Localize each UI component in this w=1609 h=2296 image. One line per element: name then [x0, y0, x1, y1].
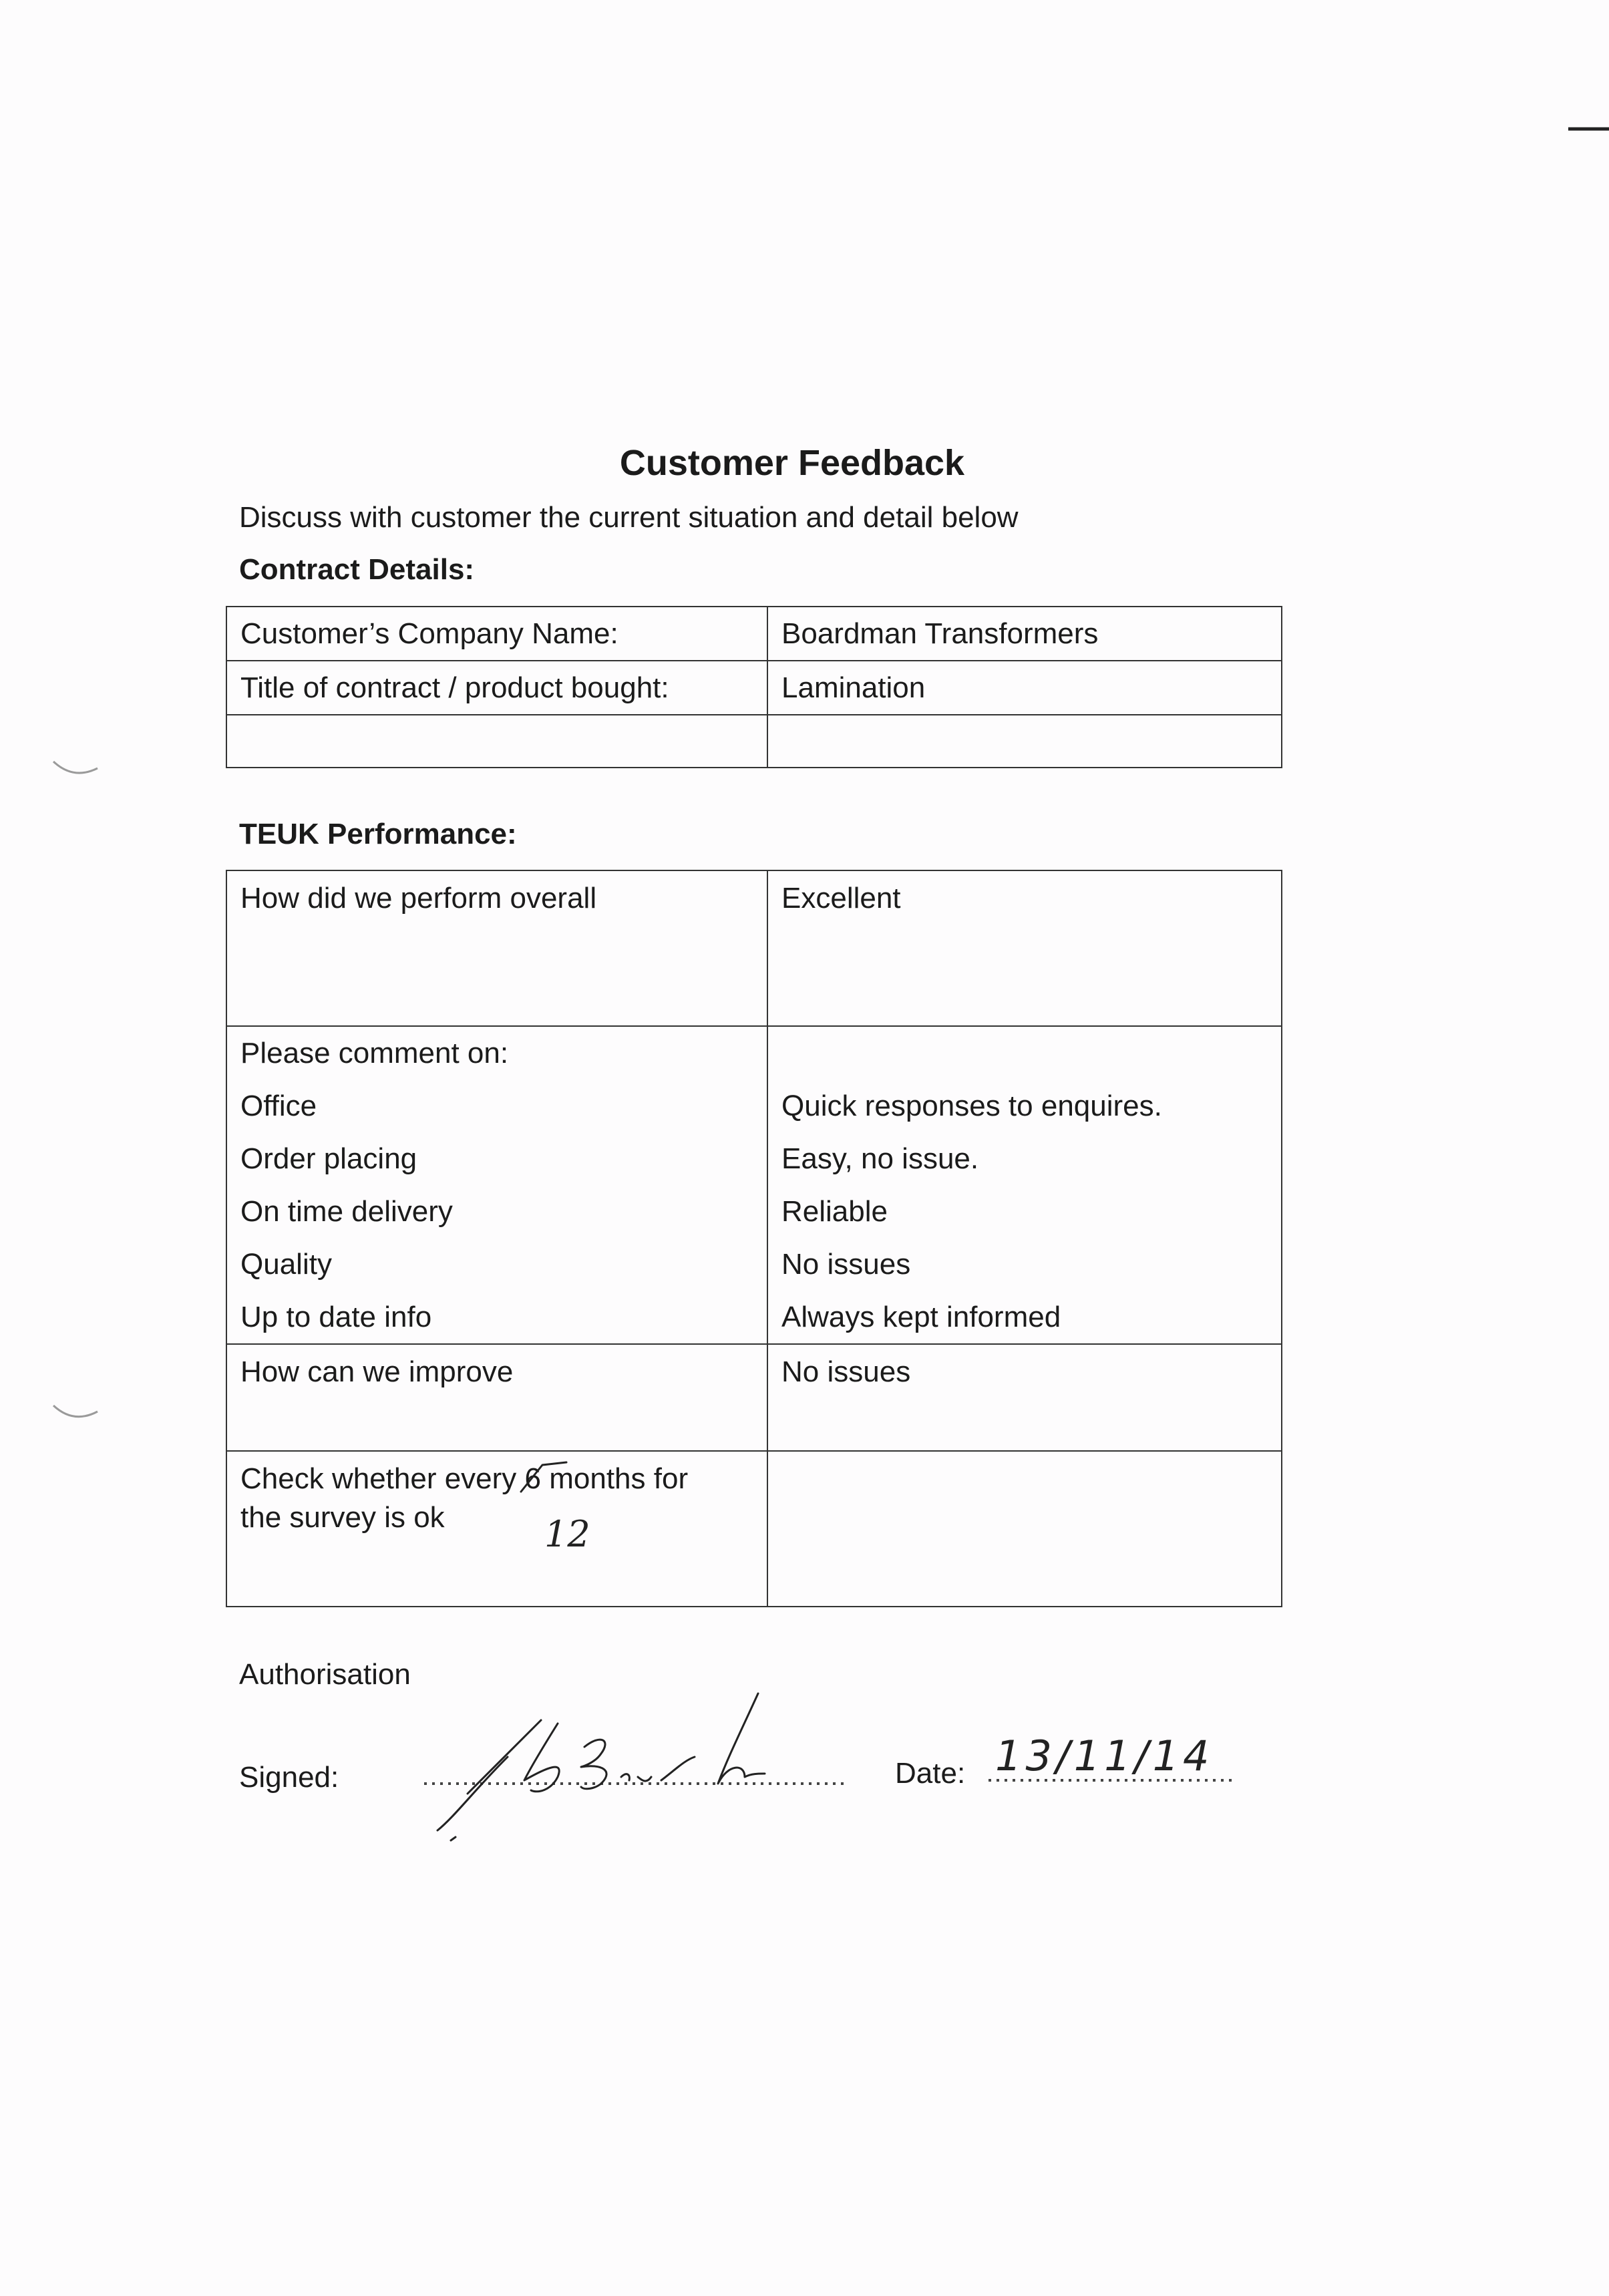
- table-row: [226, 661, 1282, 715]
- page-title: Customer Feedback: [619, 443, 965, 483]
- teuk-performance-heading: TEUK Performance:: [239, 818, 517, 850]
- survey-label-part1: Check whether every: [240, 1462, 525, 1495]
- overall-label: How did we perform overall: [226, 870, 767, 1026]
- table-row: [226, 870, 1282, 1026]
- survey-label: [226, 1451, 767, 1607]
- comment-value-quality: No issues: [781, 1248, 911, 1281]
- comment-spacer: [781, 1027, 1268, 1080]
- contract-details-heading: Contract Details:: [239, 553, 475, 586]
- comment-heading: Please comment on:: [240, 1037, 509, 1070]
- comment-value-info: Always kept informed: [781, 1301, 1061, 1333]
- comment-label-order-placing: Order placing: [240, 1142, 417, 1175]
- survey-label-part2: months for: [541, 1462, 689, 1495]
- comment-value-office: Quick responses to enquires.: [781, 1090, 1162, 1122]
- struck-number: 6: [524, 1462, 542, 1495]
- contract-title-value: Lamination: [767, 661, 1282, 715]
- comment-value-delivery: Reliable: [781, 1195, 888, 1228]
- table-row: [226, 607, 1282, 661]
- authorisation-heading: Authorisation: [239, 1658, 411, 1691]
- date-value: 13/11/14: [995, 1732, 1214, 1780]
- comment-value-order-placing: Easy, no issue.: [781, 1142, 979, 1175]
- company-name-label: Customer’s Company Name:: [226, 607, 767, 661]
- empty-cell: [226, 715, 767, 768]
- comment-label-delivery: On time delivery: [240, 1195, 453, 1228]
- comment-label-quality: Quality: [240, 1248, 332, 1281]
- table-row: [226, 1026, 1282, 1344]
- contract-title-label: Title of contract / product bought:: [226, 661, 767, 715]
- overall-value: Excellent: [767, 870, 1282, 1026]
- strike-mark: [514, 1460, 574, 1500]
- improve-label: How can we improve: [226, 1344, 767, 1451]
- table-row: [226, 1344, 1282, 1451]
- handwritten-correction: 12: [544, 1513, 590, 1555]
- survey-value: [767, 1451, 1282, 1607]
- table-row: [226, 1451, 1282, 1607]
- company-name-value: Boardman Transformers: [767, 607, 1282, 661]
- signed-label: Signed:: [239, 1761, 339, 1794]
- comment-label-office: Office: [240, 1090, 317, 1122]
- comments-values: [767, 1026, 1282, 1344]
- intro-text: Discuss with customer the current situation and detail below: [239, 501, 1019, 534]
- empty-cell: [767, 715, 1282, 768]
- improve-value: No issues: [767, 1344, 1282, 1451]
- table-row: [226, 715, 1282, 768]
- contract-details-table: [226, 606, 1282, 768]
- performance-table: [226, 870, 1282, 1607]
- comments-labels: [226, 1026, 767, 1344]
- date-label: Date:: [895, 1757, 966, 1790]
- survey-label-line2: the survey is ok: [240, 1501, 445, 1534]
- comment-label-info: Up to date info: [240, 1301, 432, 1333]
- signature-image: [381, 1683, 795, 1850]
